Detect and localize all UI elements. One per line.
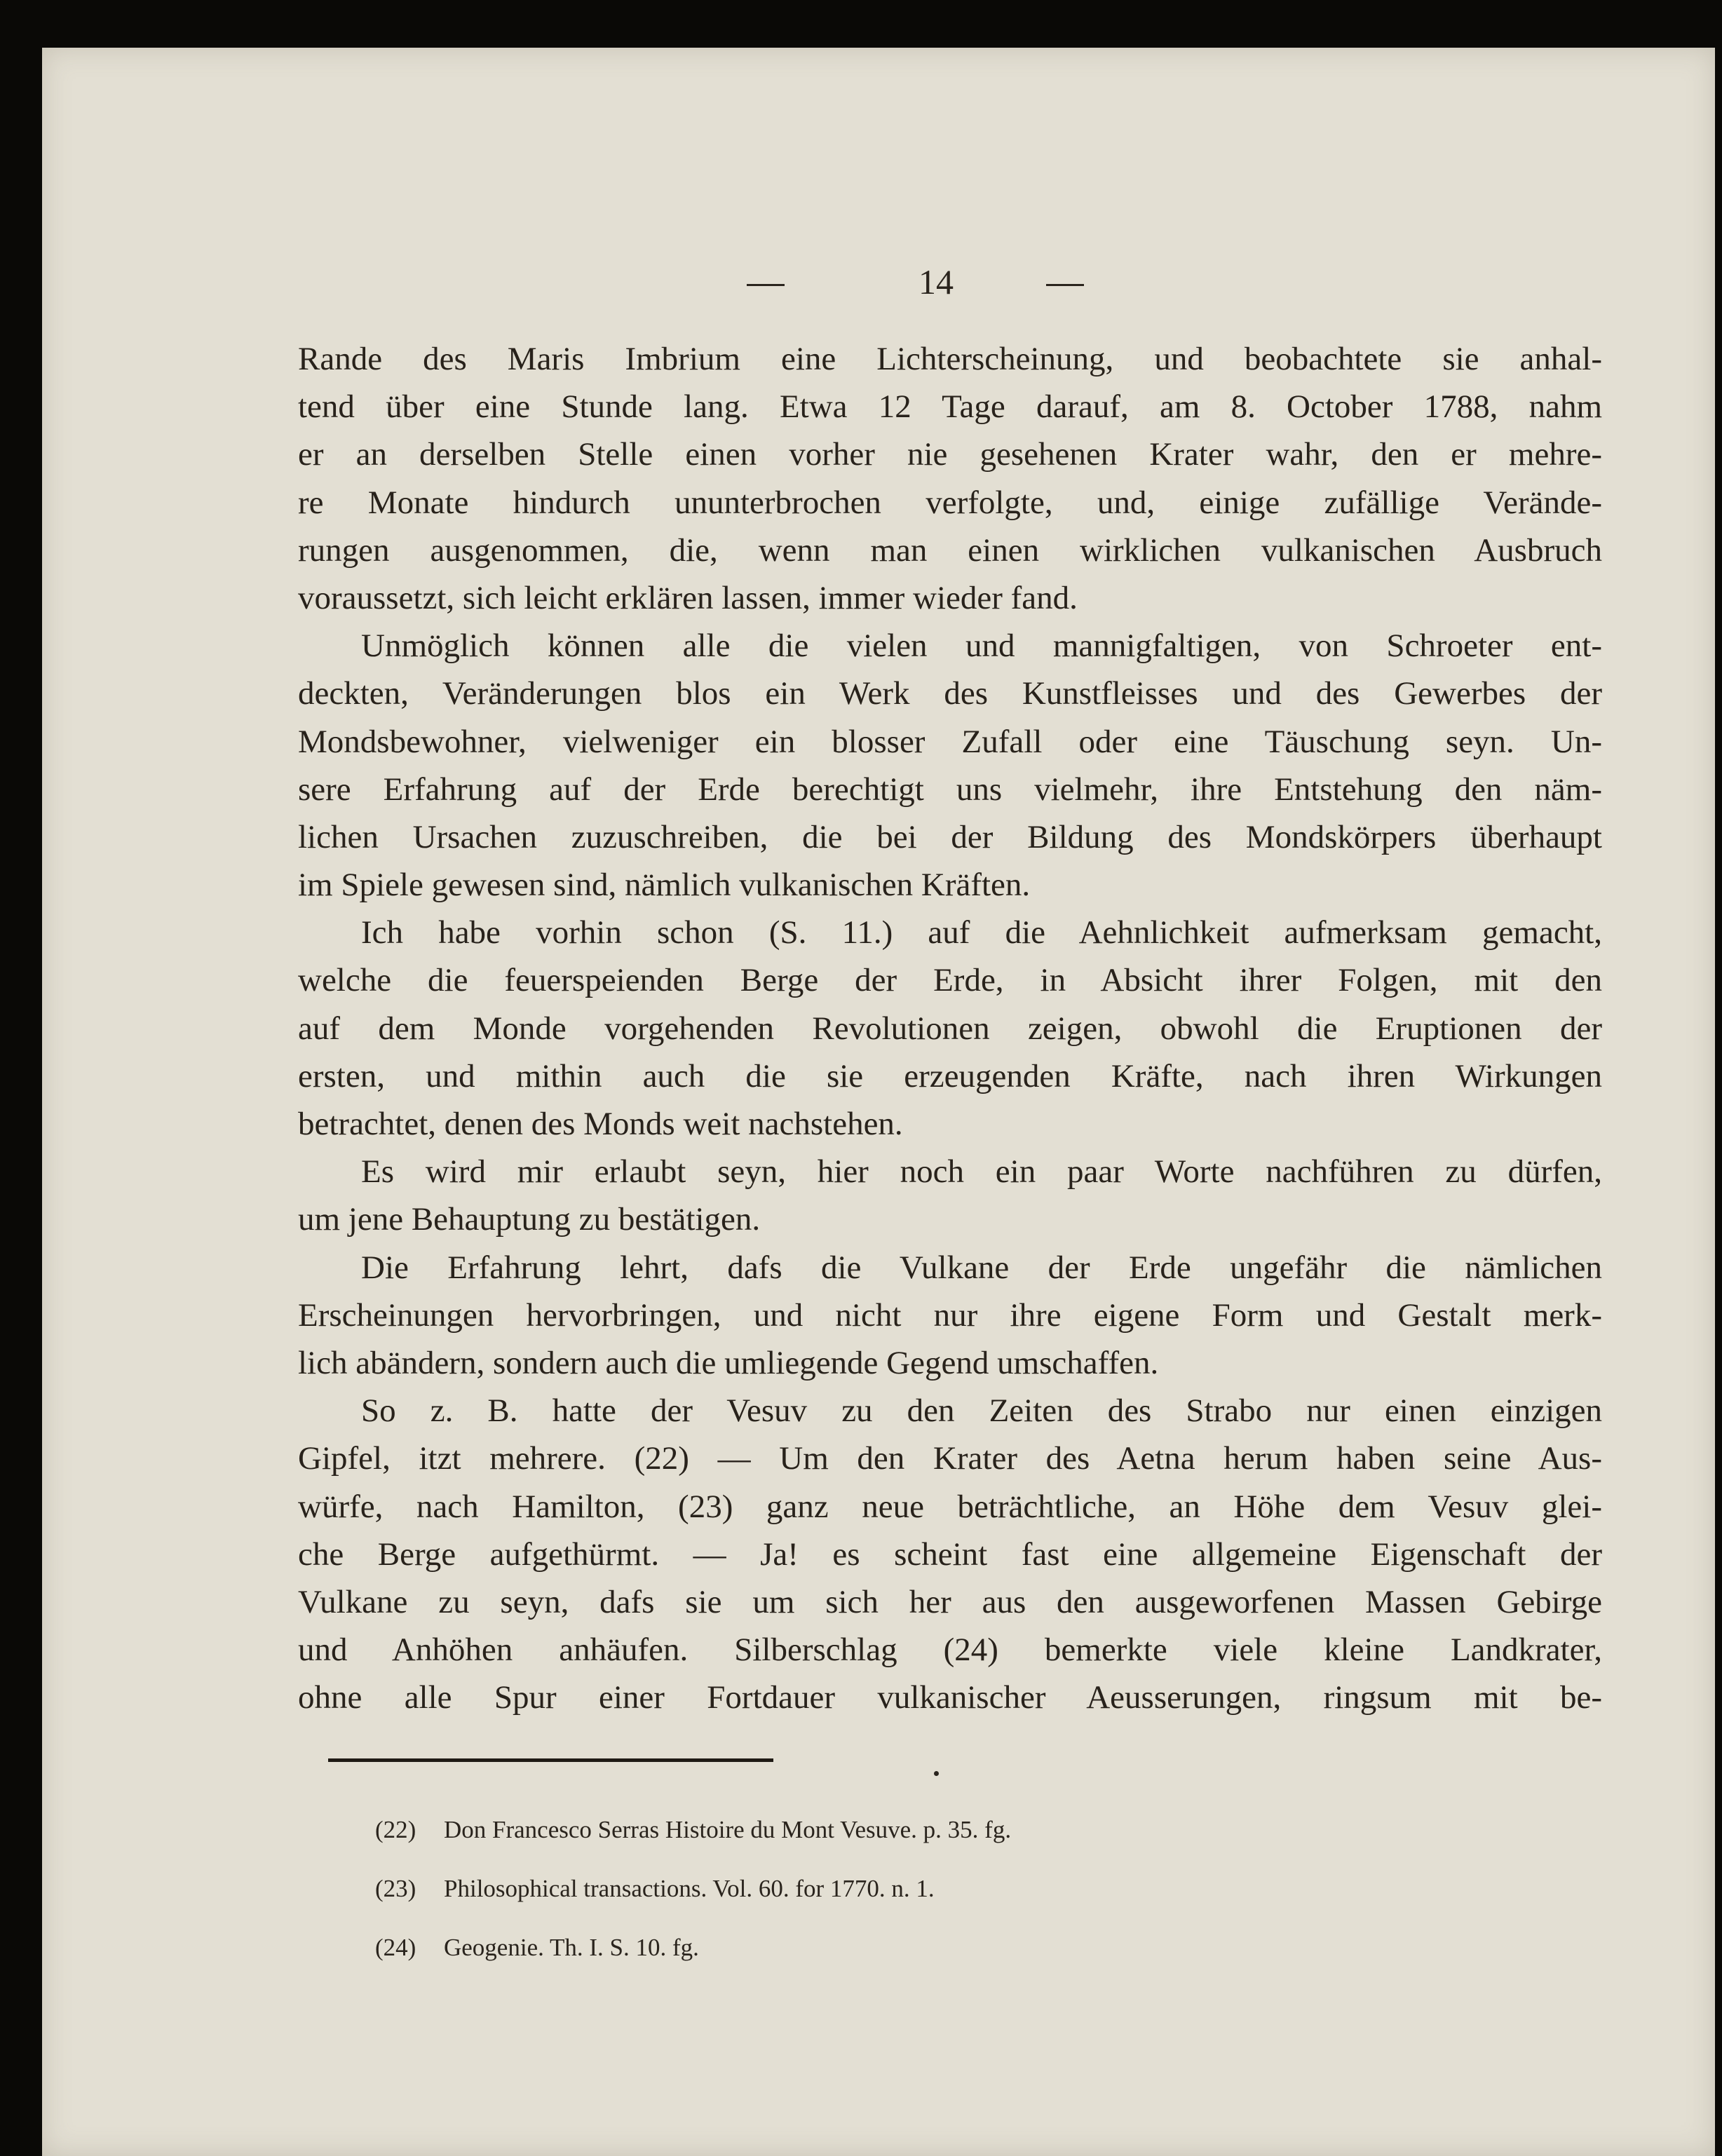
body-line: im Spiele gewesen sind, nämlich vulkanischen Kräften.	[298, 867, 1031, 904]
body-line: lich abändern, sondern auch die umliegende Gegend umschaffen.	[298, 1344, 1159, 1381]
body-line: betrachtet, denen des Monds weit nachstehen.	[298, 1106, 903, 1142]
body-line: So z. B. hatte der Vesuv zu den Zeiten des Strabo nur einen einzigen	[361, 1392, 1602, 1430]
footnote-text: Philosophical transactions. Vol. 60. for 1770. n. 1.	[444, 1875, 935, 1902]
body-line: Gipfel, itzt mehrere. (22) — Um den Krater des Aetna herum haben seine Aus-	[298, 1440, 1602, 1477]
body-line: che Berge aufgethürmt. — Ja! es scheint fast eine allgemeine Eigenschaft der	[298, 1535, 1602, 1573]
body-line: re Monate hindurch ununterbrochen verfolgte, und, einige zufällige Verände-	[298, 484, 1602, 521]
body-line: deckten, Veränderungen blos ein Werk des Kunstfleisses und des Gewerbes der	[298, 675, 1602, 712]
body-line: Ich habe vorhin schon (S. 11.) auf die Aehnlichkeit aufmerksam gemacht,	[361, 914, 1602, 951]
body-line: Erscheinungen hervorbringen, und nicht nur ihre eigene Form und Gestalt merk-	[298, 1296, 1602, 1334]
body-line: lichen Ursachen zuzuschreiben, die bei der Bildung des Mondskörpers überhaupt	[298, 818, 1602, 855]
body-line: er an derselben Stelle einen vorher nie gesehenen Krater wahr, den er mehre-	[298, 436, 1602, 473]
body-line: Es wird mir erlaubt seyn, hier noch ein paar Worte nachführen zu dürfen,	[361, 1153, 1602, 1191]
footnote-number: (23)	[375, 1875, 416, 1902]
footnote	[375, 1816, 1287, 1875]
ink-dot	[934, 1771, 939, 1776]
book-page	[42, 48, 1715, 2156]
body-line: Die Erfahrung lehrt, dafs die Vulkane der Erde ungefähr die nämlichen	[361, 1249, 1602, 1286]
body-line: ohne alle Spur einer Fortdauer vulkanischer Aeusserungen, ringsum mit be-	[298, 1679, 1602, 1716]
header-dash-right	[1046, 284, 1084, 286]
body-line: und Anhöhen anhäufen. Silberschlag (24) bemerkte viele kleine Landkrater,	[298, 1632, 1602, 1669]
footnote-number: (24)	[375, 1934, 416, 1961]
body-text	[298, 335, 1602, 1721]
body-line: ersten, und mithin auch die sie erzeugenden Kräfte, nach ihren Wirkungen	[298, 1057, 1602, 1094]
body-line: würfe, nach Hamilton, (23) ganz neue beträchtliche, an Höhe dem Vesuv glei-	[298, 1488, 1602, 1525]
page-number: 14	[918, 262, 954, 301]
footnote-text: Don Francesco Serras Histoire du Mont Vesuve. p. 35. fg.	[444, 1816, 1012, 1843]
body-line: rungen ausgenommen, die, wenn man einen wirklichen vulkanischen Ausbruch	[298, 531, 1602, 569]
footnote-number: (22)	[375, 1816, 416, 1843]
body-line: Unmöglich können alle die vielen und mannigfaltigen, von Schroeter ent-	[361, 628, 1602, 665]
body-line: auf dem Monde vorgehenden Revolutionen zeigen, obwohl die Eruptionen der	[298, 1010, 1602, 1047]
footnote	[375, 1875, 1287, 1934]
body-line: sere Erfahrung auf der Erde berechtigt uns vielmehr, ihre Entstehung den näm-	[298, 771, 1602, 808]
body-line: voraussetzt, sich leicht erklären lassen, immer wieder fand.	[298, 579, 1078, 616]
body-line: um jene Behauptung zu bestätigen.	[298, 1201, 761, 1238]
body-line: Rande des Maris Imbrium eine Lichterscheinung, und beobachtete sie anhal-	[298, 341, 1602, 377]
header-dash-left	[747, 284, 785, 286]
footnotes	[375, 1816, 1287, 1993]
footnote	[375, 1934, 1287, 1993]
footnote-text: Geogenie. Th. I. S. 10. fg.	[444, 1934, 699, 1961]
body-line: Vulkane zu seyn, dafs sie um sich her aus den ausgeworfenen Massen Gebirge	[298, 1583, 1602, 1620]
page-header	[42, 262, 1715, 304]
body-line: welche die feuerspeienden Berge der Erde, in Absicht ihrer Folgen, mit den	[298, 962, 1602, 999]
body-line: tend über eine Stunde lang. Etwa 12 Tage darauf, am 8. October 1788, nahm	[298, 388, 1602, 426]
body-line: Mondsbewohner, vielweniger ein blosser Zufall oder eine Täuschung seyn. Un-	[298, 723, 1602, 760]
footnote-rule	[328, 1758, 773, 1762]
